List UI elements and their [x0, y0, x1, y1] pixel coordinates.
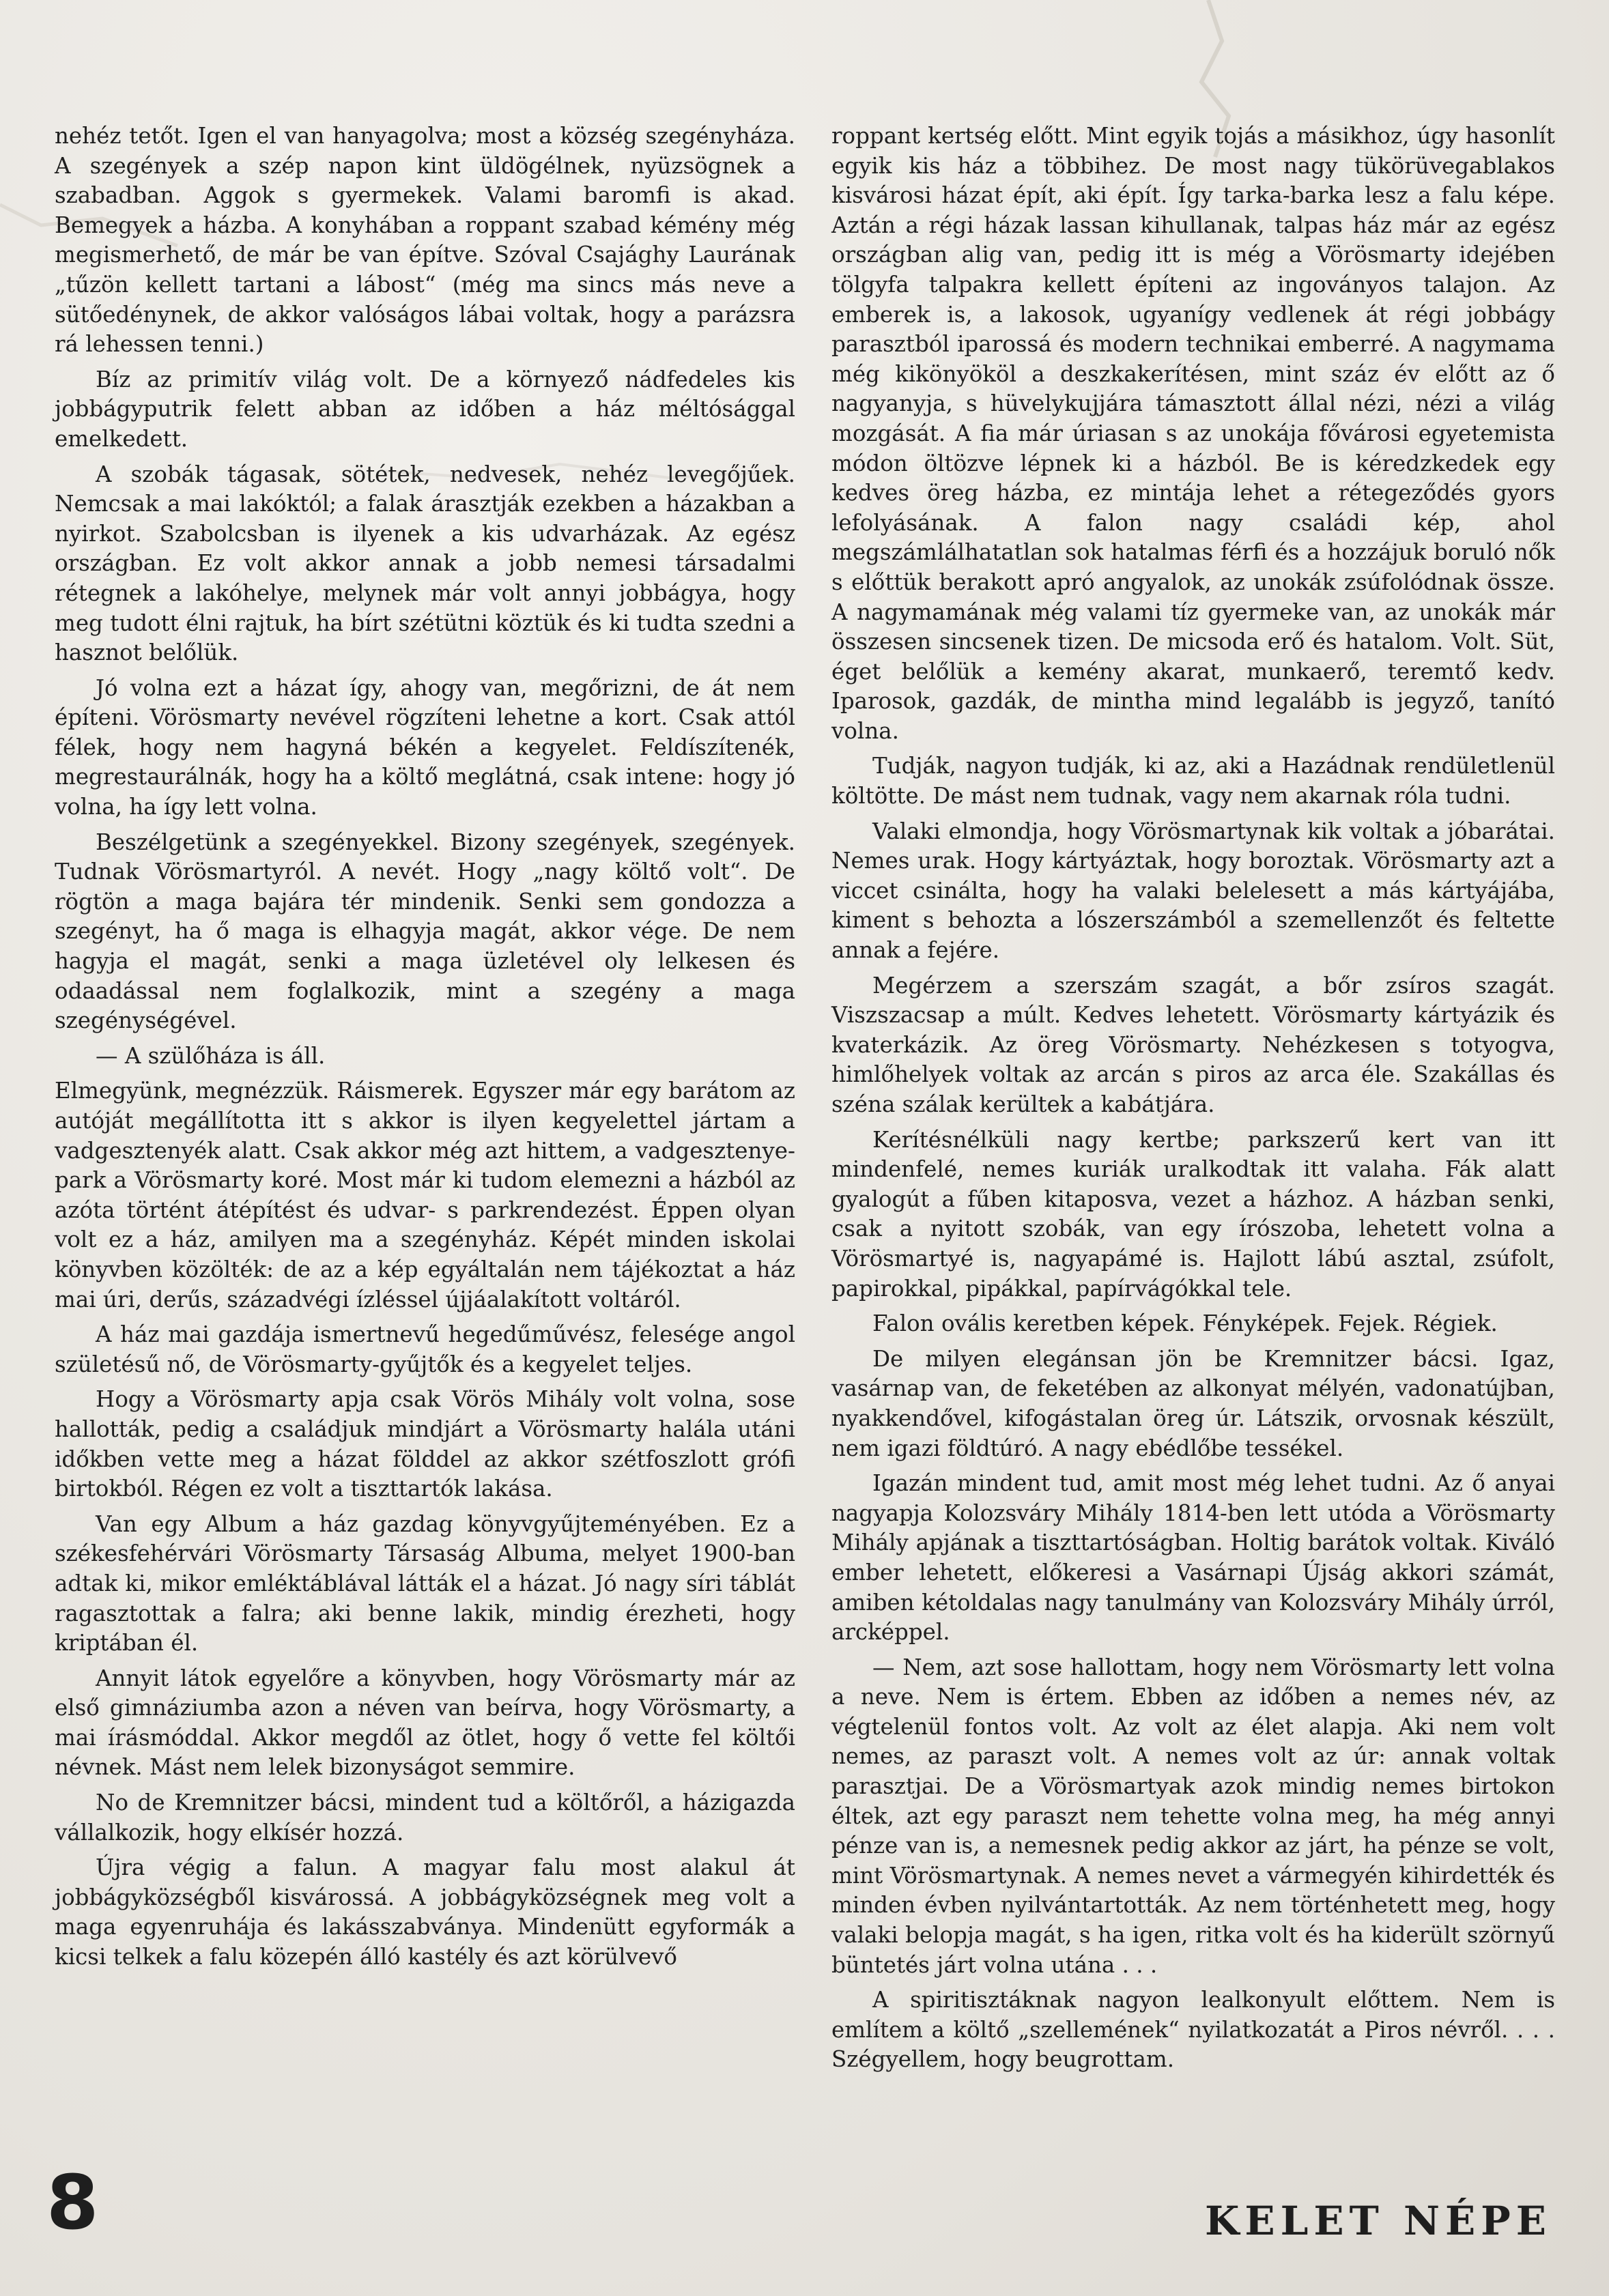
article-paragraph: Falon ovális keretben képek. Fényképek. Fejek. Régiek.	[872, 1310, 1498, 1337]
right-article-column	[831, 121, 1555, 2080]
article-paragraph: Bíz az primitív világ volt. De a környező nádfedeles kis jobbágyputrik felett abban az időben a ház méltósággal emelkedett.	[55, 366, 795, 452]
article-paragraph: Van egy Album a ház gazdag könyvgyűjteményében. Ez a székesfehérvári Vörösmarty Társaság Albuma, melyet 1900-ban adtak ki, mikor emléktáblával látták el a házat. Jó nagy síri táblát ragasztottak a falra; aki benne lakik, mindig érezheti, hogy kriptában él.	[55, 1510, 795, 1656]
article-paragraph: A spiritisztáknak nagyon lealkonyult előttem. Nem is említem a költő „szellemének“ nyilatkozatát a Piros névről. . . . Szégyellem, hogy beugrottam.	[831, 1987, 1555, 2073]
article-paragraph: A szobák tágasak, sötétek, nedvesek, nehéz levegőjűek. Nemcsak a mai lakóktól; a falak árasztják ezekben a házakban a nyirkot. Szabolcsban is ilyenek a kis udvarházak. Az egész országban. Ez volt akkor annak a jobb nemesi társadalmi rétegnek a lakóhelye, melynek már volt annyi jobbágya, hogy meg tudott élni rajtuk, ha bírt szétütni köztük és ki tudta szedni a hasznot belőlük.	[55, 461, 795, 666]
article-paragraph: nehéz tetőt. Igen el van hanyagolva; most a község szegényháza. A szegények a szép napon kint üldögélnek, nyüzsögnek a szabadban. Aggok s gyermekek. Valami baromfi is akad. Bemegyek a házba. A konyhában a roppant szabad kémény még megismerhető, de már be van építve. Szóval Csajághy Laurának „tűzön kellett tartani a lábost“ (még ma sincs más neve a sütőedénynek, de akkor valóságos lábai voltak, hogy a parázsra rá lehessen tenni.)	[55, 123, 795, 358]
article-paragraph: Elmegyünk, megnézzük. Ráismerek. Egyszer már egy barátom az autóját megállította itt s akkor is ilyen kegyelettel jártam a vadgesztenyék alatt. Csak akkor még azt hittem, a vadgesztenye-park a Vörösmarty koré. Most már ki tudom elemezni a házból az azóta történt átépítést és udvar- s parkrendezést. Éppen olyan volt ez a ház, amilyen ma a szegényház. Képét minden iskolai könyvben közölték: de az a kép egyáltalán nem tájékoztat a ház mai úri, derűs, századvégi ízléssel újjáalakított voltáról.	[55, 1078, 795, 1312]
article-paragraph: Igazán mindent tud, amit most még lehet tudni. Az ő anyai nagyapja Kolozsváry Mihály 1814-ben lett utóda a Vörösmarty Mihály apjának a tiszttartóságban. Holtig barátok voltak. Kiváló ember lehetett, előkeresi a Vasárnapi Újság akkori számát, amiben kétoldalas nagy tanulmány van Kolozsváry Mihály úrról, arcképpel.	[831, 1470, 1555, 1646]
article-paragraph: Annyit látok egyelőre a könyvben, hogy Vörösmarty már az első gimnáziumba azon a néven van beírva, hogy Vörösmarty, a mai írásmóddal. Akkor megdől az ötlet, hogy ő vette fel költői névnek. Mást nem lelek bizonyságot semmire.	[55, 1665, 795, 1781]
article-paragraph: Megérzem a szerszám szagát, a bőr zsíros szagát. Viszszacsap a múlt. Kedves lehetett. Vörösmarty kártyázik és kvaterkázik. Az öreg Vörösmarty. Nehézkesen s totyogva, himlőhelyek voltak az arcán s piros az arca éle. Szakállas és széna szálak kerültek a kabátjára.	[831, 972, 1555, 1117]
article-paragraph: Jó volna ezt a házat így, ahogy van, megőrizni, de át nem építeni. Vörösmarty nevével rögzíteni lehetne a kort. Csak attól félek, hogy nem hagyná békén a kegyelet. Feldíszítenék, megrestaurálnák, hogy ha a költő meglátná, csak intene: hogy jó volna, ha így lett volna.	[55, 674, 795, 820]
article-paragraph: Beszélgetünk a szegényekkel. Bizony szegények, szegények. Tudnak Vörösmartyról. A nevét. Hogy „nagy költő volt“. De rögtön a maga bajára tér mindenik. Senki sem gondozza a szegényt, ha ő maga is elhagyja magát, akkor vége. De nem hagyja el magát, senki a maga üzletével oly lelkesen és odaadással nem foglalkozik, mint a szegény a maga szegénységével.	[55, 829, 795, 1034]
magazine-masthead: KELET NÉPE	[1204, 2198, 1552, 2244]
article-paragraph: roppant kertség előtt. Mint egyik tojás a másikhoz, úgy hasonlít egyik kis ház a többihez. De most nagy tükörüvegablakos kisvárosi házat épít, aki épít. Így tarka-barka lesz a falu képe. Aztán a régi házak lassan kihullanak, talpas ház már az egész országban alig van, pedig itt is még a Vörösmarty idejében tölgyfa talpakra kellett építeni az ingoványos talajon. Az emberek is, a lakosok, ugyanígy vedlenek át régi jobbágy parasztból iparossá és modern technikai emberré. A nagymama még kikönyököl a deszkakerítésen, mint száz év előtt az ő nagyanyja, s hüvelykujjára támasztott állal nézi, nézi a világ mozgását. A fia már úriasan s az unokája fővárosi egyetemista módon öltözve lépnek ki a házból. Be is kéredzkedek egy kedves öreg házba, ez mintája lehet a rétegeződés gyors lefolyásának. A falon nagy családi kép, ahol megszámlálhatatlan sok hatalmas férfi és a hozzájuk boruló nők s előttük berakott apró angyalok, az unokák zsúfolódnak össze. A nagymamának még valami tíz gyermeke van, az unokák már összesen sincsenek tizen. De micsoda erő és hatalom. Volt. Süt, éget belőlük a kemény akarat, munkaerő, teremtő kedv. Iparosok, gazdák, de mintha mind legalább is jegyző, tanító volna.	[831, 123, 1555, 744]
article-paragraph: Újra végig a falun. A magyar falu most alakul át jobbágyközségből kisvárossá. A jobbágyközségnek meg volt a maga egyenruhája és lakásszabványa. Mindenütt egyformák a kicsi telkek a falu közepén álló kastély és azt körülvevő	[55, 1854, 795, 1970]
article-paragraph: Valaki elmondja, hogy Vörösmartynak kik voltak a jóbarátai. Nemes urak. Hogy kártyáztak, hogy boroztak. Vörösmarty azt a viccet csinálta, hogy ha valaki belelesett a más kártyájába, kiment s behozta a lószerszámból a szemellenzőt és feltette annak a fejére.	[831, 818, 1555, 964]
page-number: 8	[46, 2159, 99, 2246]
article-paragraph: Tudják, nagyon tudják, ki az, aki a Hazádnak rendületlenül költötte. De mást nem tudnak, vagy nem akarnak róla tudni.	[831, 753, 1555, 809]
left-article-column	[55, 121, 795, 1978]
article-paragraph: De milyen elegánsan jön be Kremnitzer bácsi. Igaz, vasárnap van, de feketében az alkonyat mélyén, vadonatújban, nyakkendővel, kifogástalan öreg úr. Látszik, orvosnak készült, nem igazi földtúró. A nagy ebédlőbe tessékel.	[831, 1345, 1555, 1461]
article-paragraph: Kerítésnélküli nagy kertbe; parkszerű kert van itt mindenfelé, nemes kuriák uralkodtak itt valaha. Fák alatt gyalogút a fűben kitaposva, vezet a házhoz. A házban senki, csak a nyitott szobák, van egy írószoba, lehetett volna a Vörösmartyé is, nagyapámé is. Hajlott lábú asztal, zsúfolt, papirokkal, pipákkal, papírvágókkal tele.	[831, 1126, 1555, 1302]
article-paragraph: No de Kremnitzer bácsi, mindent tud a költőről, a házigazda vállalkozik, hogy elkísér hozzá.	[55, 1790, 795, 1846]
article-paragraph: — Nem, azt sose hallottam, hogy nem Vörösmarty lett volna a neve. Nem is értem. Ebben az időben a nemes név, az végtelenül fontos volt. Az volt az élet alapja. Aki nem volt nemes, az paraszt volt. A nemes volt az úr: annak voltak parasztjai. De a Vörösmartyak azok mindig nemes birtokon éltek, azt egy paraszt nem tehette volna meg, ha még annyi pénze van is, a nemesnek pedig akkor az járt, ha pénze se volt, mint Vörösmartynak. A nemes nevet a vármegyén kihirdették és minden évben nyilvántartották. Az nem történhetett meg, hogy valaki belopja magát, s ha igen, ritka volt és ha kiderült szörnyű büntetés járt volna utána . . .	[831, 1654, 1555, 1978]
article-paragraph: A ház mai gazdája ismertnevű hegedűművész, felesége angol születésű nő, de Vörösmarty-gyűjtők és a kegyelet teljes.	[55, 1321, 795, 1377]
article-paragraph: Hogy a Vörösmarty apja csak Vörös Mihály volt volna, sose hallották, pedig a családjuk mindjárt a Vörösmarty halála utáni időkben vette meg a házat földdel az akkor szétfoszlott grófi birtokból. Régen ez volt a tiszttartók lakása.	[55, 1386, 795, 1502]
article-paragraph: — A szülőháza is áll.	[96, 1042, 326, 1069]
